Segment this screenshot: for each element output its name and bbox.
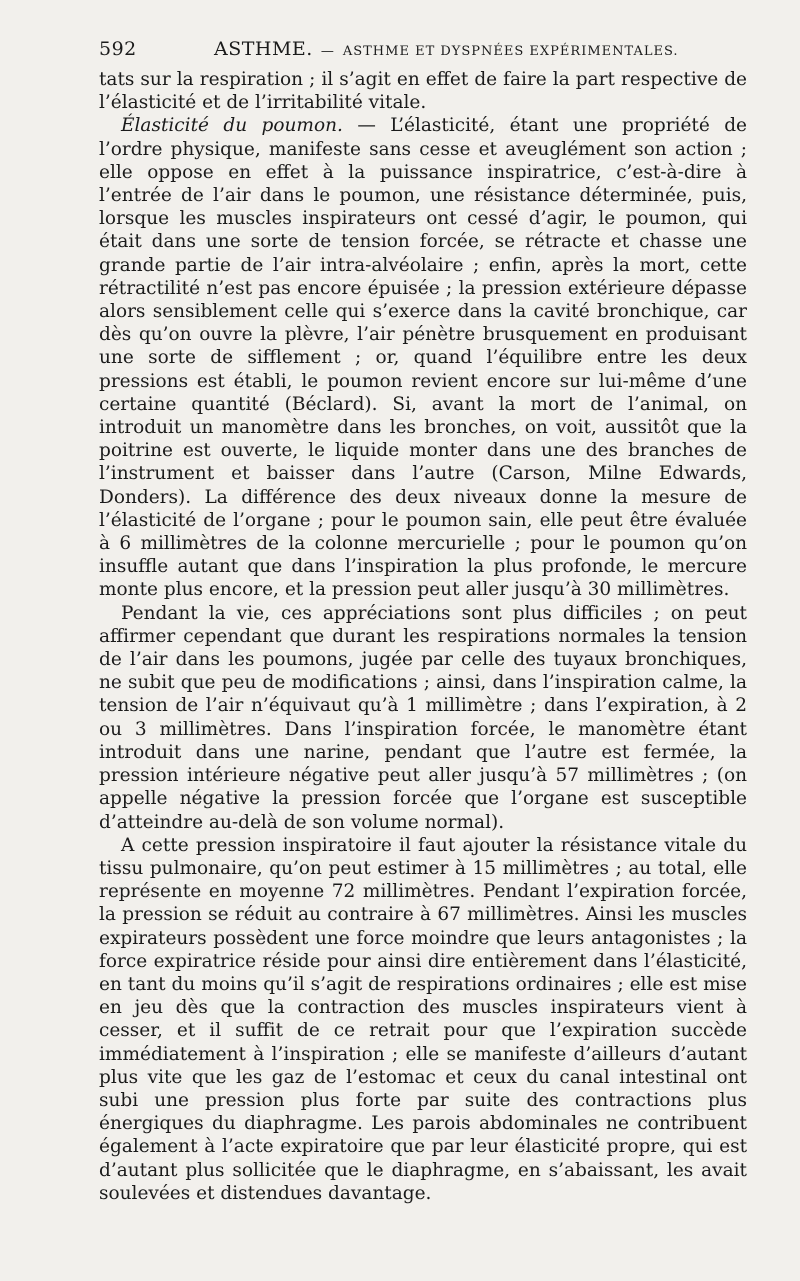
header-separator: — xyxy=(320,44,335,59)
paragraph-3: Pendant la vie, ces appréciations sont plus difficiles ; on peut affirmer cependant que durant les respirations normales la tension de l’air dans les poumons, jugée par celle des tuyaux bronchiques, ne subit que peu de modifications ; ainsi, dans l’inspiration calme, la tension de l’air n’équivaut qu’à 1 millimètre ; dans l’expiration, à 2 ou 3 millimètres. Dans l’inspiration forcée, le manomètre étant introduit dans une narine, pendant que l’autre est fermée, la pression intérieure négative peut aller jusqu’à 57 millimètres ; (on appelle négative la pression forcée que l’organe est susceptible d’atteindre au-delà de son volume normal). xyxy=(99,602,747,833)
paragraph-1: tats sur la respiration ; il s’agit en effet de faire la part respective de l’élasticité et de l’irritabilité vitale. xyxy=(99,69,747,114)
page xyxy=(99,38,747,1205)
header-subtitle: ASTHME ET DYSPNÉES EXPÉRIMENTALES. xyxy=(342,44,679,59)
section-heading-elasticite: Élasticité du poumon. xyxy=(121,115,343,137)
paragraph-2-text: — L’élasticité, étant une propriété de l’ordre physique, manifeste sans cesse et aveuglément son action ; elle oppose en effet à la puissance inspiratrice, c’est-à-dire à l’entrée de l’air dans le poumon, une résistance déterminée, puis, lorsque les muscles inspirateurs ont cessé d’agir, le poumon, qui était dans une sorte de tension forcée, se rétracte et chasse une grande partie de l’air intra-alvéolaire ; enfin, après la mort, cette rétractilité n’est pas encore épuisée ; la pression extérieure dépasse alors sensiblement celle qui s’exerce dans la cavité bronchique, car dès qu’on ouvre la plèvre, l’air pénètre brusquement en produisant une sorte de sifflement ; or, quand l’équilibre entre les deux pressions est établi, le poumon revient encore sur lui-même d’une certaine quantité (Béclard). Si, avant la mort de l’animal, on introduit un manomètre dans les bronches, on voit, aussitôt que la poitrine est ouverte, le liquide monter dans une des branches de l’instrument et baisser dans l’autre (Carson, Milne Edwards, Donders). La différence des deux niveaux donne la mesure de l’élasticité de l’organe ; pour le poumon sain, elle peut être évaluée à 6 millimètres de la colonne mercurielle ; pour le poumon qu’on insuffle autant que dans l’inspiration la plus profonde, le mercure monte plus encore, et la pression peut aller jusqu’à 30 millimètres. xyxy=(99,115,747,601)
running-header xyxy=(99,38,747,60)
page-number: 592 xyxy=(99,38,137,60)
paragraph-4: A cette pression inspiratoire il faut ajouter la résistance vitale du tissu pulmonaire, qu’on peut estimer à 15 millimètres ; au total, elle représente en moyenne 72 millimètres. Pendant l’expiration forcée, la pression se réduit au contraire à 67 millimètres. Ainsi les muscles expirateurs possèdent une force moindre que leurs antagonistes ; la force expiratrice réside pour ainsi dire entièrement dans l’élasticité, en tant du moins qu’il s’agit de respirations ordinaires ; elle est mise en jeu dès que la contraction des muscles inspirateurs vient à cesser, et il suffit de ce retrait pour que l’expiration succède immédiatement à l’inspiration ; elle se manifeste d’ailleurs d’autant plus vite que les gaz de l’estomac et ceux du canal intestinal ont subi une pression plus forte par suite des contractions plus énergiques du diaphragme. Les parois abdominales ne contribuent également à l’acte expiratoire que par leur élasticité propre, qui est d’autant plus sollicitée que le diaphragme, en s’abaissant, les avait soulevées et distendues davantage. xyxy=(99,834,747,1204)
body-text xyxy=(99,68,747,1205)
paragraph-2 xyxy=(99,114,747,601)
header-title: ASTHME. xyxy=(214,38,313,60)
